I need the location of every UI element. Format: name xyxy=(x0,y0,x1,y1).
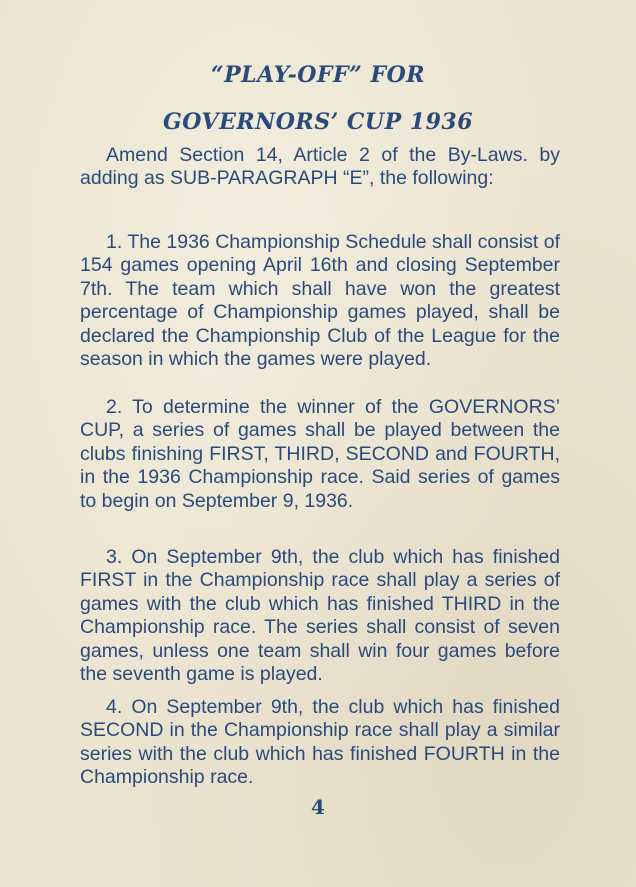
paragraph-3: 3. On September 9th, the club which has finished FIRST in the Championship race shall play a series of games with the club which has finished THIRD in the Championship race. The series shall consist of seven games, unless one team shall win four games before the seventh game is played. xyxy=(80,546,560,686)
paragraph-4: 4. On September 9th, the club which has finished SECOND in the Championship race shall play a similar series with the club which has finished FOURTH in the Championship race. xyxy=(80,696,560,789)
page-number: 4 xyxy=(311,795,325,819)
page-subtitle: GOVERNORS’ CUP 1936 xyxy=(162,109,474,135)
intro-paragraph: Amend Section 14, Article 2 of the By-Laws. by adding as SUB-PARAGRAPH “E”, the following: xyxy=(80,144,560,190)
paragraph-1: 1. The 1936 Championship Schedule shall consist of 154 games opening April 16th and closing September 7th. The team which shall have won the greatest percentage of Championship games played, shall be declared the Championship Club of the League for the season in which the games were played. xyxy=(80,231,560,371)
paragraph-2: 2. To determine the winner of the GOVERNORS’ CUP, a series of games shall be played between the clubs finishing FIRST, THIRD, SECOND and FOURTH, in the 1936 Championship race. Said series of games to begin on September 9, 1936. xyxy=(80,396,560,512)
page-title: “PLAY-OFF” FOR xyxy=(210,62,426,88)
